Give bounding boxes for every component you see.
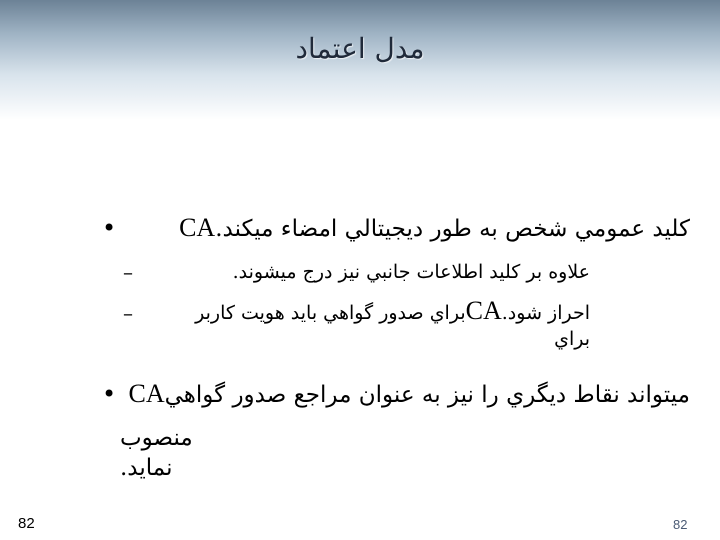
subbullet-2 [160, 298, 590, 352]
bullet-1-latin: CA [179, 213, 216, 242]
subbullet-2-latin: CA [465, 296, 502, 325]
bullet-2-text: ميتواند نقاط ديگري را نيز به عنوان مراجع صدور گواهي [164, 382, 690, 408]
bullet-1-text: کليد عمومي شخص به طور ديجيتالي امضاء ميکند. [215, 216, 690, 242]
bullet-2 [100, 379, 690, 410]
subbullet-2-text-b: براي صدور گواهي بايد هويت کاربر براي [195, 302, 590, 350]
bullet-2-latin: CA [128, 379, 165, 408]
bullet-2-continuation: منصوب نمايد. [120, 425, 193, 481]
bullet-marker: • [102, 380, 117, 408]
subbullet-1: علاوه بر کليد اطلاعات جانبي نيز درج ميشوند. [232, 261, 590, 283]
page-number-right: 82 [673, 517, 688, 532]
bullet-marker: • [102, 214, 117, 242]
bullet-1 [100, 213, 690, 244]
subbullet-2-text-a: احراز شود. [501, 302, 590, 324]
subbullet-marker: – [123, 301, 133, 325]
page-number-left: 82 [18, 515, 35, 532]
subbullet-marker: – [123, 260, 133, 284]
slide-title: مدل اعتماد [295, 32, 425, 65]
